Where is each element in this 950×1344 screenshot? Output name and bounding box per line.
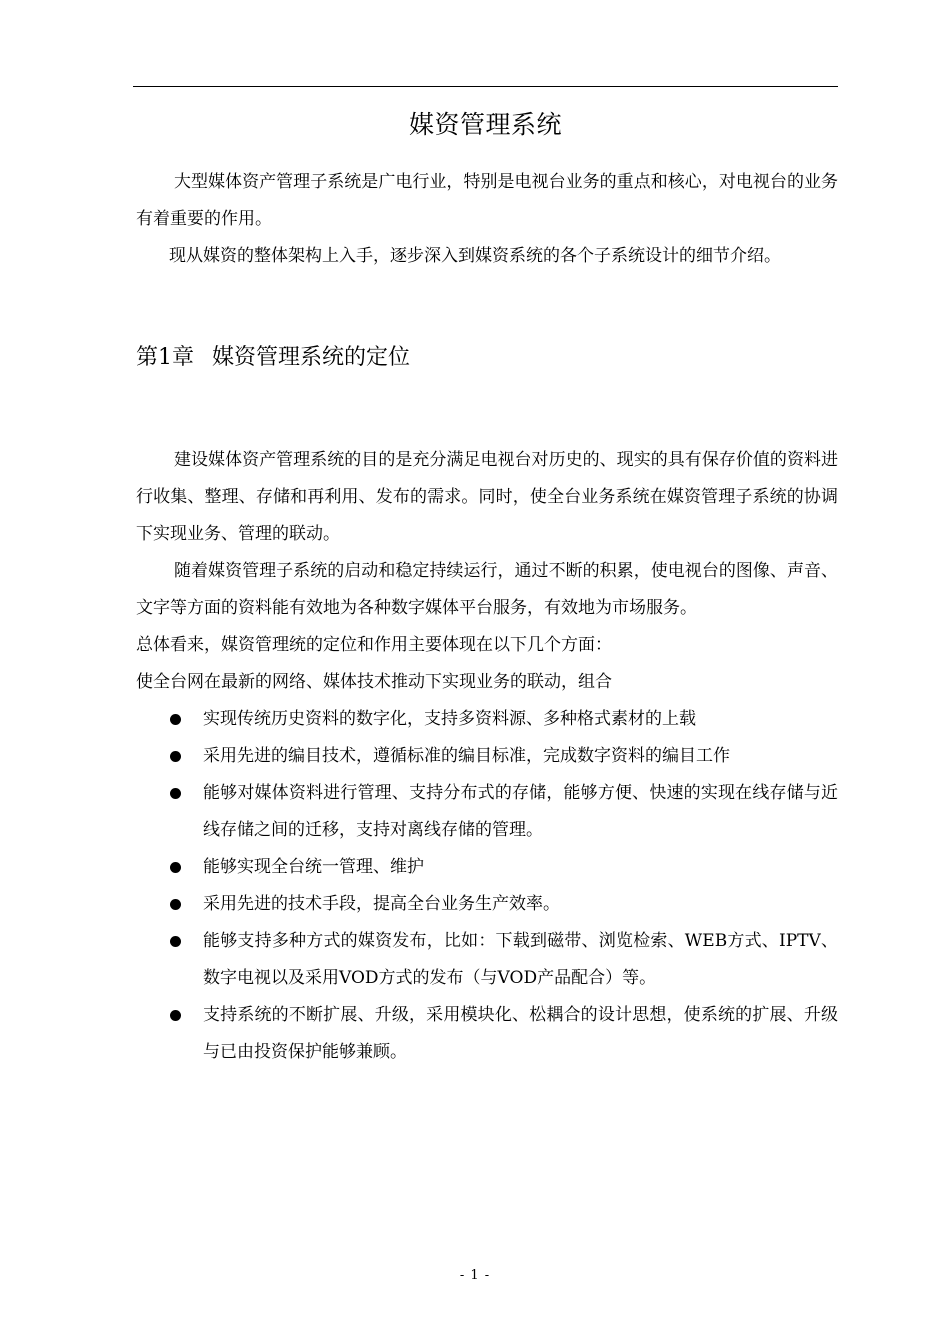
positioning-bullet-list (136, 701, 838, 1071)
bullet-text: 支持系统的不断扩展、升级，采用模块化、松耦合的设计思想，使系统的扩展、升级与已由投资保护能够兼顾。 (203, 1005, 838, 1062)
bullet-text: 实现传统历史资料的数字化，支持多资料源、多种格式素材的上载 (203, 709, 696, 729)
document-title: 媒资管理系统 (408, 110, 562, 139)
chapter-number: 第1章 (136, 345, 194, 370)
bullet-dot-icon (170, 751, 181, 762)
body-paragraph: 建设媒体资产管理系统的目的是充分满足电视台对历史的、现实的具有保存价值的资料进行收集、整理、存储和再利用、发布的需求。同时，使全台业务系统在媒资管理子系统的协调下实现业务、管理的联动。 (136, 450, 838, 544)
bullet-text: 能够对媒体资料进行管理、支持分布式的存储，能够方便、快速的实现在线存储与近线存储之间的迁移，支持对离线存储的管理。 (203, 783, 838, 840)
bullet-text: 能够支持多种方式的媒资发布，比如：下载到磁带、浏览检索、WEB方式、IPTV、数字电视以及采用VOD方式的发布（与VOD产品配合）等。 (203, 931, 838, 988)
bullet-dot-icon (170, 714, 181, 725)
bullet-item (136, 997, 838, 1071)
bullet-dot-icon (170, 862, 181, 873)
bullet-item (136, 923, 838, 997)
bullet-dot-icon (170, 788, 181, 799)
intro-section (136, 164, 838, 275)
bullet-dot-icon (170, 936, 181, 947)
bullet-text: 采用先进的编目技术，遵循标准的编目标准，完成数字资料的编目工作 (203, 746, 730, 766)
header-rule (133, 86, 838, 87)
bullet-text: 采用先进的技术手段，提高全台业务生产效率。 (203, 894, 560, 914)
intro-paragraph: 大型媒体资产管理子系统是广电行业，特别是电视台业务的重点和核心，对电视台的业务有着重要的作用。 (136, 172, 838, 229)
intro-paragraph: 现从媒资的整体架构上入手，逐步深入到媒资系统的各个子系统设计的细节介绍。 (169, 246, 781, 266)
bullet-item (136, 701, 838, 738)
bullet-text: 能够实现全台统一管理、维护 (203, 857, 424, 877)
page-number: - 1 - (459, 1268, 491, 1283)
bullet-item (136, 849, 838, 886)
bullet-dot-icon (170, 899, 181, 910)
chapter-heading (136, 341, 410, 375)
summary-line: 总体看来，媒资管理统的定位和作用主要体现在以下几个方面： (136, 635, 612, 655)
chapter-title: 媒资管理系统的定位 (212, 345, 411, 370)
body-paragraph: 随着媒资管理子系统的启动和稳定持续运行，通过不断的积累，使电视台的图像、声音、文字等方面的资料能有效地为各种数字媒体平台服务，有效地为市场服务。 (136, 561, 838, 618)
bullet-item (136, 738, 838, 775)
chapter-body (136, 442, 838, 701)
bullet-item (136, 775, 838, 849)
bullet-dot-icon (170, 1010, 181, 1021)
lead-in-line: 使全台网在最新的网络、媒体技术推动下实现业务的联动，组合 (136, 672, 612, 692)
bullet-item (136, 886, 838, 923)
